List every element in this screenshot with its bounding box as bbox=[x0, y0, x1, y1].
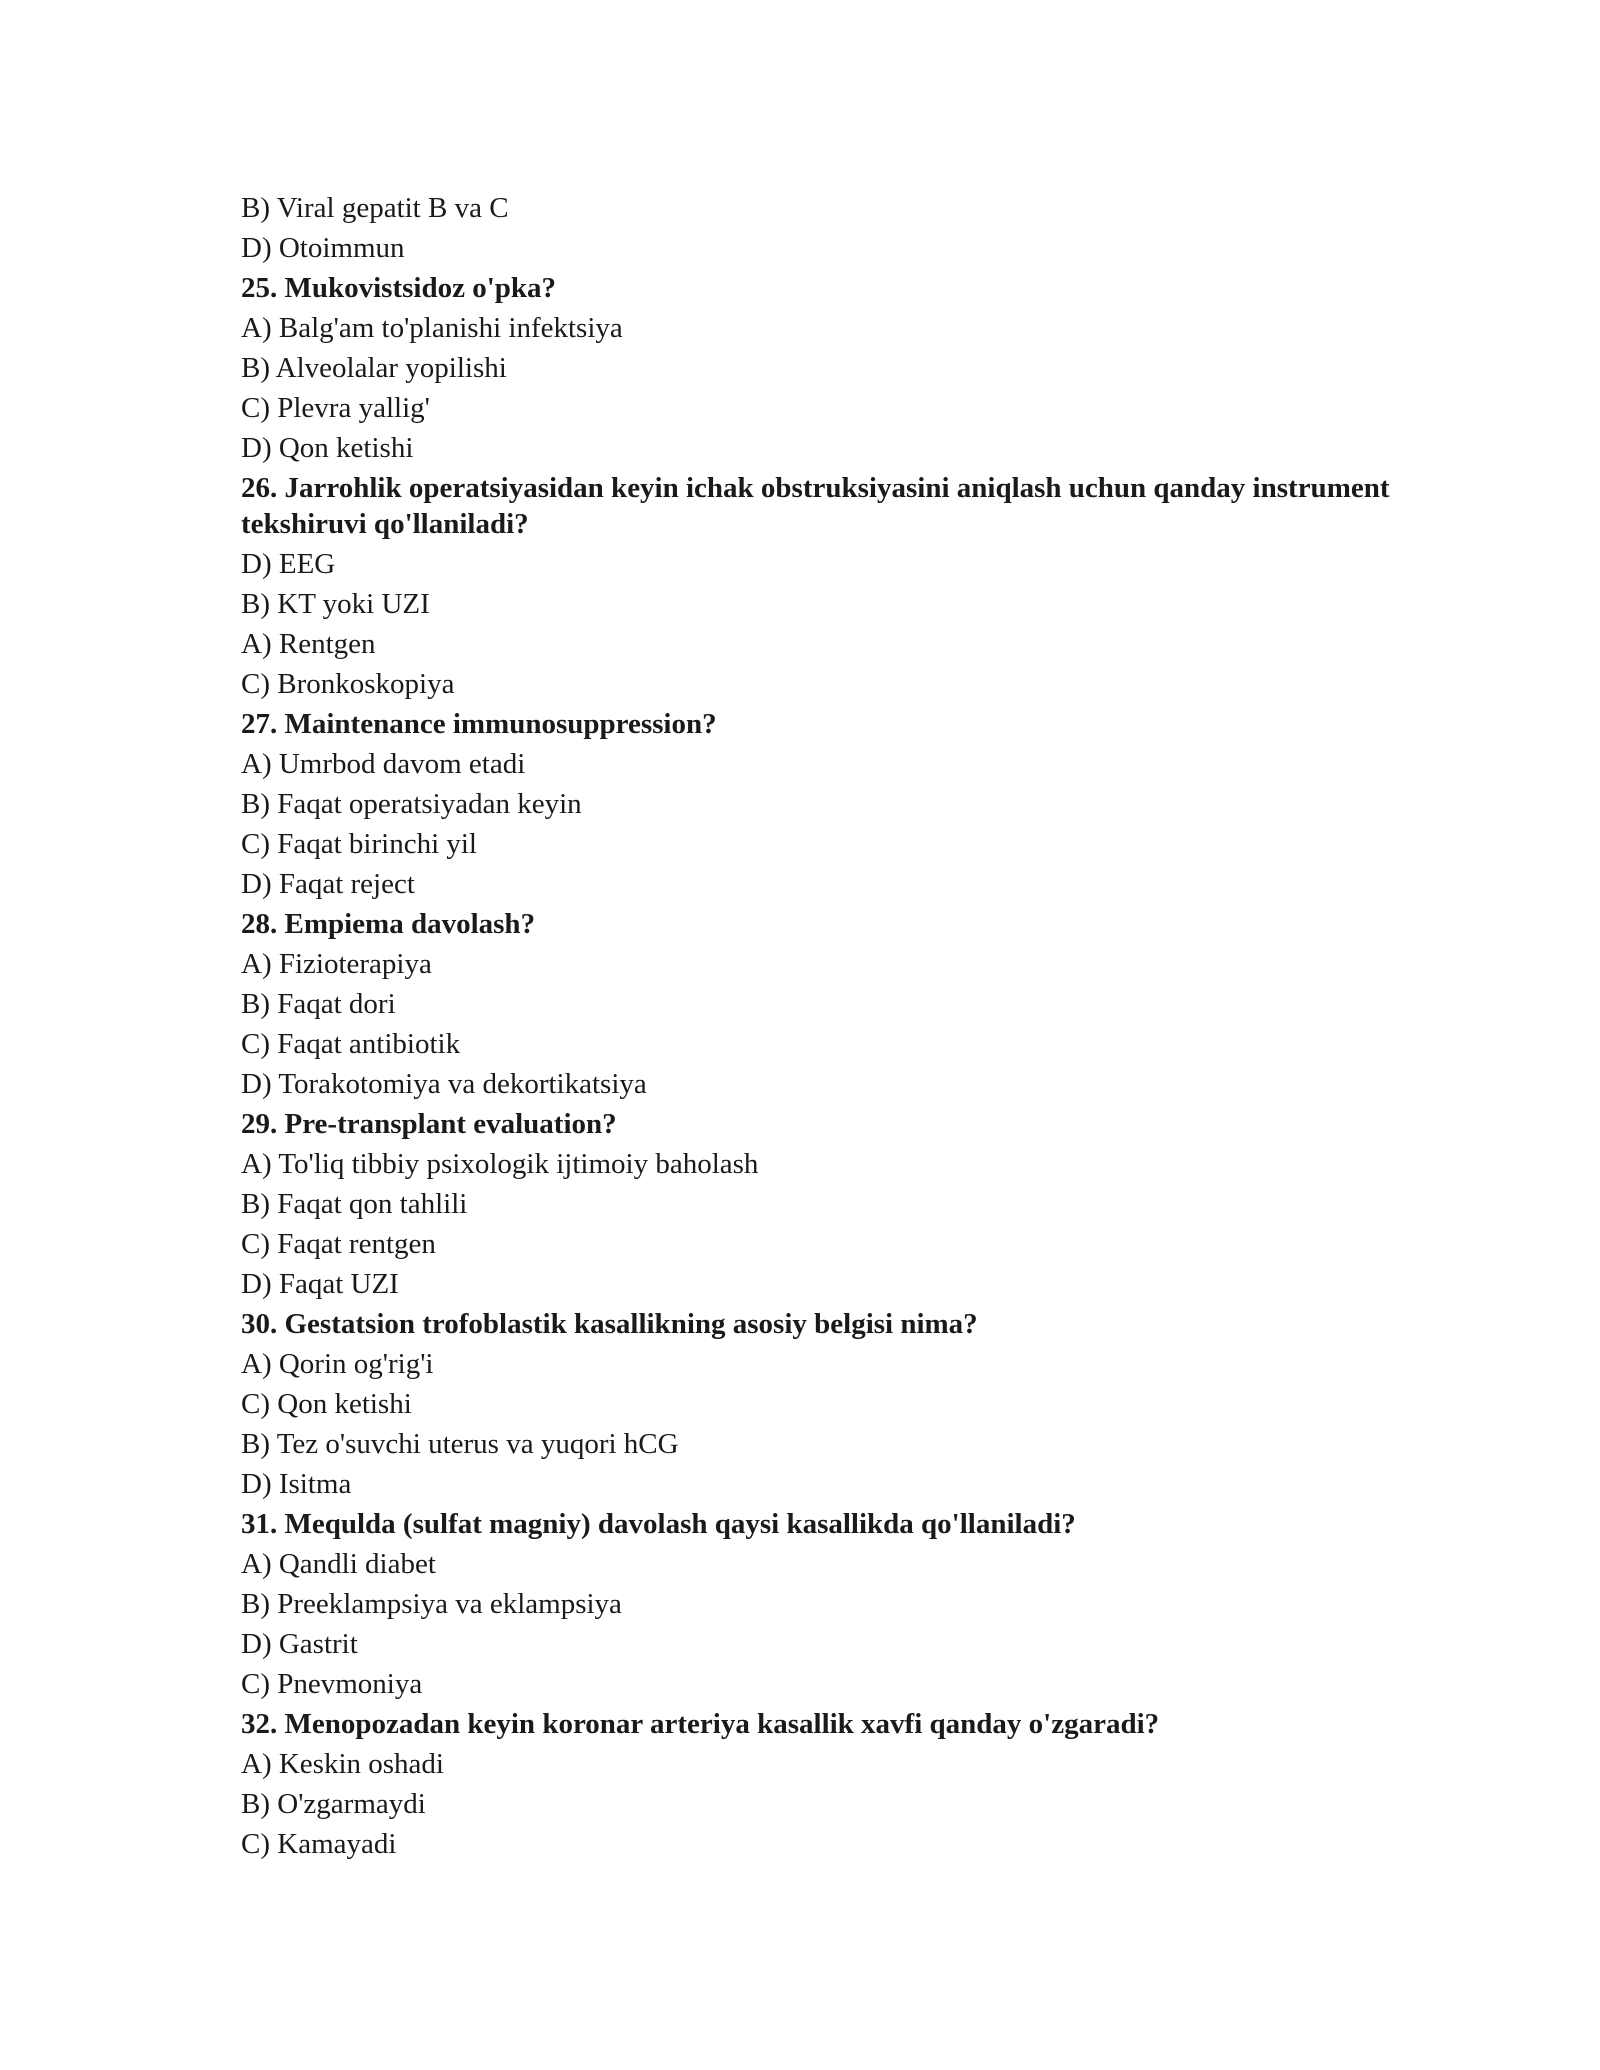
answer-option: B) Preeklampsiya va eklampsiya bbox=[241, 1588, 622, 1620]
answer-option: A) Rentgen bbox=[241, 628, 376, 660]
answer-option: D) Faqat reject bbox=[241, 868, 415, 900]
answer-option: D) Otoimmun bbox=[241, 232, 405, 264]
answer-option: B) Faqat qon tahlili bbox=[241, 1188, 468, 1220]
question-26: 26. Jarrohlik operatsiyasidan keyin ichak obstruksiyasini aniqlash uchun qanday instrument tekshiruvi qo'llaniladi? bbox=[241, 472, 1390, 540]
answer-option: B) Tez o'suvchi uterus va yuqori hCG bbox=[241, 1428, 679, 1460]
question-31: 31. Mequlda (sulfat magniy) davolash qaysi kasallikda qo'llaniladi? bbox=[241, 1508, 1076, 1540]
answer-option: A) Balg'am to'planishi infektsiya bbox=[241, 312, 623, 344]
answer-option: A) Fizioterapiya bbox=[241, 948, 432, 980]
answer-option: B) Faqat operatsiyadan keyin bbox=[241, 788, 582, 820]
answer-option: B) O'zgarmaydi bbox=[241, 1788, 426, 1820]
answer-option: D) Isitma bbox=[241, 1468, 352, 1500]
question-32: 32. Menopozadan keyin koronar arteriya kasallik xavfi qanday o'zgaradi? bbox=[241, 1708, 1160, 1740]
answer-option: B) Viral gepatit B va C bbox=[241, 192, 509, 224]
answer-option: C) Kamayadi bbox=[241, 1828, 397, 1860]
document-page bbox=[241, 188, 1401, 1864]
answer-option: A) Qandli diabet bbox=[241, 1548, 436, 1580]
answer-option: A) Umrbod davom etadi bbox=[241, 748, 526, 780]
answer-option: B) KT yoki UZI bbox=[241, 588, 430, 620]
answer-option: C) Faqat rentgen bbox=[241, 1228, 436, 1260]
question-27: 27. Maintenance immunosuppression? bbox=[241, 708, 717, 740]
answer-option: C) Faqat antibiotik bbox=[241, 1028, 461, 1060]
answer-option: B) Alveolalar yopilishi bbox=[241, 352, 507, 384]
answer-option: A) To'liq tibbiy psixologik ijtimoiy baholash bbox=[241, 1148, 759, 1180]
answer-option: C) Pnevmoniya bbox=[241, 1668, 423, 1700]
answer-option: C) Qon ketishi bbox=[241, 1388, 412, 1420]
answer-option: D) Torakotomiya va dekortikatsiya bbox=[241, 1068, 647, 1100]
answer-option: C) Plevra yallig' bbox=[241, 392, 430, 424]
question-28: 28. Empiema davolash? bbox=[241, 908, 536, 940]
answer-option: A) Qorin og'rig'i bbox=[241, 1348, 434, 1380]
question-25: 25. Mukovistsidoz o'pka? bbox=[241, 272, 557, 304]
answer-option: C) Faqat birinchi yil bbox=[241, 828, 477, 860]
question-30: 30. Gestatsion trofoblastik kasallikning asosiy belgisi nima? bbox=[241, 1308, 978, 1340]
answer-option: B) Faqat dori bbox=[241, 988, 396, 1020]
question-29: 29. Pre-transplant evaluation? bbox=[241, 1108, 617, 1140]
answer-option: D) Qon ketishi bbox=[241, 432, 414, 464]
answer-option: D) Gastrit bbox=[241, 1628, 358, 1660]
answer-option: C) Bronkoskopiya bbox=[241, 668, 455, 700]
answer-option: D) EEG bbox=[241, 548, 336, 580]
answer-option: D) Faqat UZI bbox=[241, 1268, 399, 1300]
answer-option: A) Keskin oshadi bbox=[241, 1748, 444, 1780]
